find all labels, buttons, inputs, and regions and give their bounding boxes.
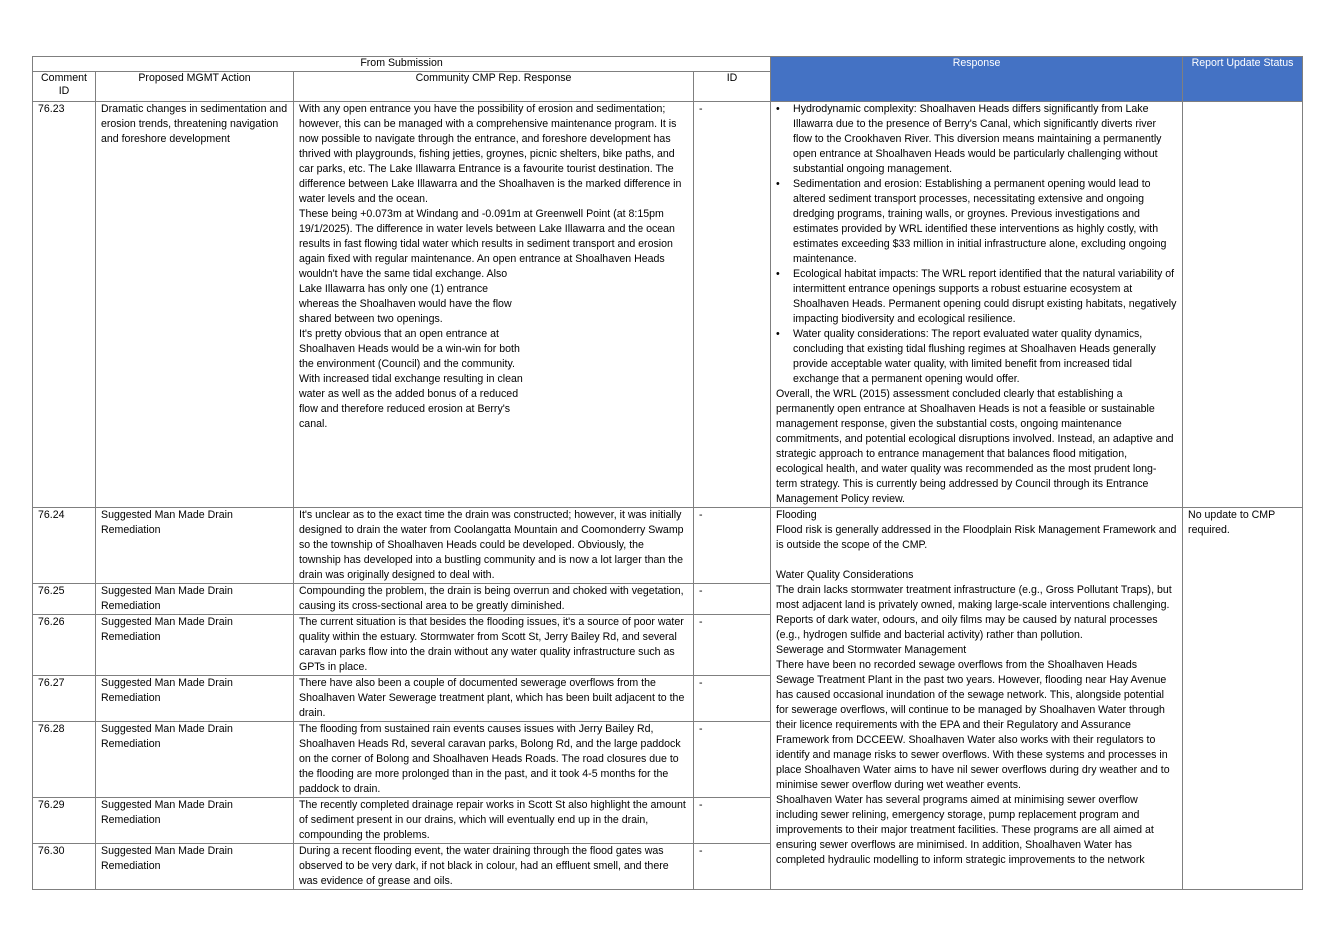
community-response-cell: The current situation is that besides the flooding issues, it's a source of poor water quality within the estuary. Stormwater from Scott St, Jerry Bailey Rd, and several caravan parks flow into the drain without any water quality infrastructure such as GPTs in place. — [294, 615, 694, 676]
id-cell: - — [694, 508, 771, 584]
submission-response-table — [32, 56, 1303, 890]
comment-id-cell: 76.27 — [33, 676, 96, 722]
proposed-action-cell: Suggested Man Made Drain Remediation — [96, 798, 294, 844]
proposed-action-cell: Suggested Man Made Drain Remediation — [96, 844, 294, 890]
proposed-action-cell: Suggested Man Made Drain Remediation — [96, 722, 294, 798]
community-response-cell: There have also been a couple of documented sewerage overflows from the Shoalhaven Water Sewerage treatment plant, which has been built adjacent to the drain. — [294, 676, 694, 722]
proposed-action-cell: Suggested Man Made Drain Remediation — [96, 615, 294, 676]
id-cell: - — [694, 102, 771, 508]
from-submission-header: From Submission — [33, 57, 771, 72]
comment-id-cell: 76.25 — [33, 584, 96, 615]
community-response-cell: It's unclear as to the exact time the drain was constructed; however, it was initially designed to drain the water from Coolangatta Mountain and Coomonderry Swamp so the township of Shoalhaven Heads could be developed. Obviously, the township has developed into a bustling community and is now a lot larger than the drain was originally designed to deal with. — [294, 508, 694, 584]
status-cell — [1183, 102, 1303, 508]
community-response-cell: The recently completed drainage repair works in Scott St also highlight the amount of sediment present in our drains, which will eventually end up in the drain, compounding the problems. — [294, 798, 694, 844]
proposed-action-cell: Suggested Man Made Drain Remediation — [96, 508, 294, 584]
id-cell: - — [694, 844, 771, 890]
community-response-cell: The flooding from sustained rain events causes issues with Jerry Bailey Rd, Shoalhaven Heads Rd, several caravan parks, Bolong Rd, and the large paddock on the corner of Bolong and Shoalhaven Heads Roads. The road closures due to the flooding are more prolonged than in the past, and it took 4-5 months for the paddock to drain. — [294, 722, 694, 798]
response-cell: Flooding Flood risk is generally addressed in the Floodplain Risk Management Framework and is outside the scope of the CMP. Water Quality Considerations The drain lacks stormwater treatment infrastructure (e.g., Gross Pollutant Traps), but most adjacent land is privately owned, making large-scale interventions challenging. Reports of dark water, odours, and oily films may be caused by natural processes (e.g., hydrogen sulfide and bacterial activity) rather than pollution. Sewerage and Stormwater Management There have been no recorded sewage overflows from the Shoalhaven Heads Sewage Treatment Plant in the past two years. However, flooding near Hay Avenue has caused occasional inundation of the sewage network. This, alongside potential for sewerage overflows, will continue to be managed by Shoalhaven Water through their licence requirements with the EPA and their Regulatory and Assurance Framework from DCCEEW. Shoalhaven Water also works with their regulators to identify and manage risks to sewer overflows. With these systems and processes in place Shoalhaven Water aims to have nil sewer overflows during dry weather and to minimise sewer overflow during wet weather events. Shoalhaven Water has several programs aimed at minimising sewer overflow including sewer relining, emergency storage, pump replacement program and improvements to their major treatment facilities. These programs are all aimed at ensuring sewer overflows are minimised. In addition, Shoalhaven Water has completed hydraulic modelling to inform strategic improvements to the network — [771, 508, 1183, 890]
comment-id-header: Comment ID — [33, 72, 96, 102]
response-bullet: • Hydrodynamic complexity: Shoalhaven Heads differs significantly from Lake Illawarra due to the presence of Berry's Canal, which significantly diverts river flow to the Crookhaven River. This diversion means maintaining a permanently open entrance at Shoalhaven Heads would be particularly challenging without substantial ongoing management. — [793, 102, 1177, 177]
comment-id-cell: 76.26 — [33, 615, 96, 676]
proposed-action-cell: Suggested Man Made Drain Remediation — [96, 676, 294, 722]
community-response-cell: During a recent flooding event, the water draining through the flood gates was observed to be very dark, if not black in colour, had an effluent smell, and there was evidence of grease and oils. — [294, 844, 694, 890]
response-bullet-list — [776, 102, 1177, 387]
comment-id-cell: 76.24 — [33, 508, 96, 584]
report-update-status-header: Report Update Status — [1183, 57, 1303, 102]
response-bullet: • Water quality considerations: The report evaluated water quality dynamics, concluding that existing tidal flushing regimes at Shoalhaven Heads generally provide acceptable water quality, with limited benefit from increased tidal exchange that a permanent opening would offer. — [793, 327, 1177, 387]
response-cell — [771, 102, 1183, 508]
id-cell: - — [694, 722, 771, 798]
community-response-cell: With any open entrance you have the possibility of erosion and sedimentation; however, this can be managed with a comprehensive maintenance program. It is now possible to navigate through the entrance, and foreshore development has thrived with playgrounds, fishing jetties, groynes, picnic shelters, bike paths, and car parks, etc. The Lake Illawarra Entrance is a favourite tourist destination. The difference between Lake Illawarra and the Shoalhaven is the marked difference in water levels and the ocean. These being +0.073m at Windang and -0.091m at Greenwell Point (at 8:15pm 19/1/2025). The difference in water levels between Lake Illawarra and the ocean results in fast flowing tidal water which results in sediment transport and erosion again fixed with regular maintenance. An open entrance at Shoalhaven Heads wouldn't have the same tidal exchange. Also Lake Illawarra has only one (1) entrance whereas the Shoalhaven would have the flow shared between two openings. It's pretty obvious that an open entrance at Shoalhaven Heads would be a win-win for both the environment (Council) and the community. With increased tidal exchange resulting in clean water as well as the added bonus of a reduced flow and therefore reduced erosion at Berry's canal. — [294, 102, 694, 508]
response-bullet: • Ecological habitat impacts: The WRL report identified that the natural variability of intermittent entrance openings supports a robust estuarine ecosystem at Shoalhaven Heads. Permanent opening could disrupt existing habitats, negatively impacting biodiversity and ecological resilience. — [793, 267, 1177, 327]
community-response-header: Community CMP Rep. Response — [294, 72, 694, 102]
table-row — [33, 508, 1303, 584]
status-cell: No update to CMP required. — [1183, 508, 1303, 890]
response-column-header: Response — [771, 57, 1183, 102]
comment-id-cell: 76.28 — [33, 722, 96, 798]
id-cell: - — [694, 798, 771, 844]
id-cell: - — [694, 584, 771, 615]
proposed-mgmt-action-header: Proposed MGMT Action — [96, 72, 294, 102]
comment-id-cell: 76.23 — [33, 102, 96, 508]
id-header: ID — [694, 72, 771, 102]
comment-id-cell: 76.30 — [33, 844, 96, 890]
response-bullet: • Sedimentation and erosion: Establishing a permanent opening would lead to altered sediment transport processes, necessitating extensive and ongoing dredging programs, training walls, or groynes. Previous investigations and estimates provided by WRL identified these interventions as highly costly, with estimates exceeding $33 million in initial infrastructure alone, excluding ongoing maintenance. — [793, 177, 1177, 267]
id-cell: - — [694, 676, 771, 722]
community-response-cell: Compounding the problem, the drain is being overrun and choked with vegetation, causing its cross-sectional area to be greatly diminished. — [294, 584, 694, 615]
proposed-action-cell: Suggested Man Made Drain Remediation — [96, 584, 294, 615]
comment-id-cell: 76.29 — [33, 798, 96, 844]
response-summary: Overall, the WRL (2015) assessment concluded clearly that establishing a permanently open entrance at Shoalhaven Heads is not a feasible or sustainable management response, given the substantial costs, ongoing maintenance commitments, and potential ecological disruptions involved. Instead, an adaptive and strategic approach to entrance management that balances flood mitigation, ecological health, and water quality was recommended as the most prudent long-term strategy. This is currently being addressed by Council through its Entrance Management Policy review. — [776, 388, 1174, 505]
proposed-action-cell: Dramatic changes in sedimentation and erosion trends, threatening navigation and foreshore development — [96, 102, 294, 508]
table-row — [33, 102, 1303, 508]
id-cell: - — [694, 615, 771, 676]
